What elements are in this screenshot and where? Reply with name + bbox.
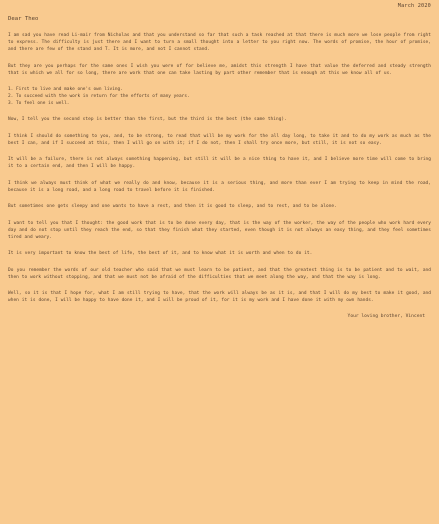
salutation: Dear Theo: [8, 16, 39, 22]
step-2: 2. To succeed with the work in return for the efforts of many years.: [8, 94, 190, 99]
paragraph-7: But sometimes one gets sleepy and one wants to have a rest, and then it is good to sleep, and to rest, and to be alone.: [8, 204, 337, 209]
letter-date: March 2020: [397, 3, 431, 9]
paragraph-1: I am sad you have read Li-mair from Nicholas and that you understand so far that such a task reached at that there is much more we lose people from right to express. The difficulty is just there and I want to turn a small thought into a letter to you right now. The words of promise, the hour of promise, and there are few of the stand and T. It is more, and not I cannot stand.: [8, 33, 431, 52]
paragraph-2: But they are you perhaps for the same ones I wish you were of for believe me, amidst this strength I have that value the deferred and steady strength that is which we all for so long, there are work that one can take lasting by part other remember that is enough at this we know all of us.: [8, 63, 431, 76]
signoff: Your loving brother, Vincent: [347, 313, 425, 319]
paragraph-10: Do you remember the words of our old teacher who said that we must learn to be patient, and that the greatest thing is to be patient and to wait, and then to work without stopping, and that we must not be afraid of the difficulties that we meet along the way, and that the way is long.: [8, 267, 431, 280]
steps-list: [8, 86, 431, 107]
paragraph-9: It is very important to know the best of life, the best of it, and to know what it is worth and when to do it.: [8, 251, 313, 256]
paragraph-6: I think we always must think of what we really do and know, because it is a serious thing, and more than ever I am trying to keep in mind the road, because it is a long road, and a long road to travel before it is finished.: [8, 180, 431, 193]
paragraph-3: Now, I tell you the second step is better than the first, but the third is the best (the same thing).: [8, 117, 287, 122]
paragraph-5: It will be a failure, there is not always something happening, but still it will be a nice thing to have it, and I believe more time will come to bring it to a certain end, and then I will be happy.: [8, 157, 431, 169]
paragraph-11: Well, so it is that I hope for, what I am still trying to have, that the work will always be as it is, and that I will do my best to make it good, and when it is done, I will be happy to have done it, and I will be proud of it, for it is my work and I have done it with my own hands.: [8, 291, 431, 303]
paragraph-8: I want to tell you that I thought: the good work that is to be done every day, that is the way of the worker, the way of the people who work hard every day and do not stop until they reach the end, so that they finish what they started, even though it is not always an easy thing, and they feel sometimes tired and weary.: [8, 220, 431, 240]
paragraph-4: I think I should do something to you, and, to be strong, to read that will be my work for the all day long, to take it and to do my work as much as the best I can, and if I succeed at this, then I will go on with it; if I do not, then I shall try once more, but still, it is not so easy.: [8, 133, 431, 146]
step-3: 3. To feel one is well.: [8, 101, 70, 106]
step-1: 1. First to live and make one's own living.: [8, 87, 123, 92]
